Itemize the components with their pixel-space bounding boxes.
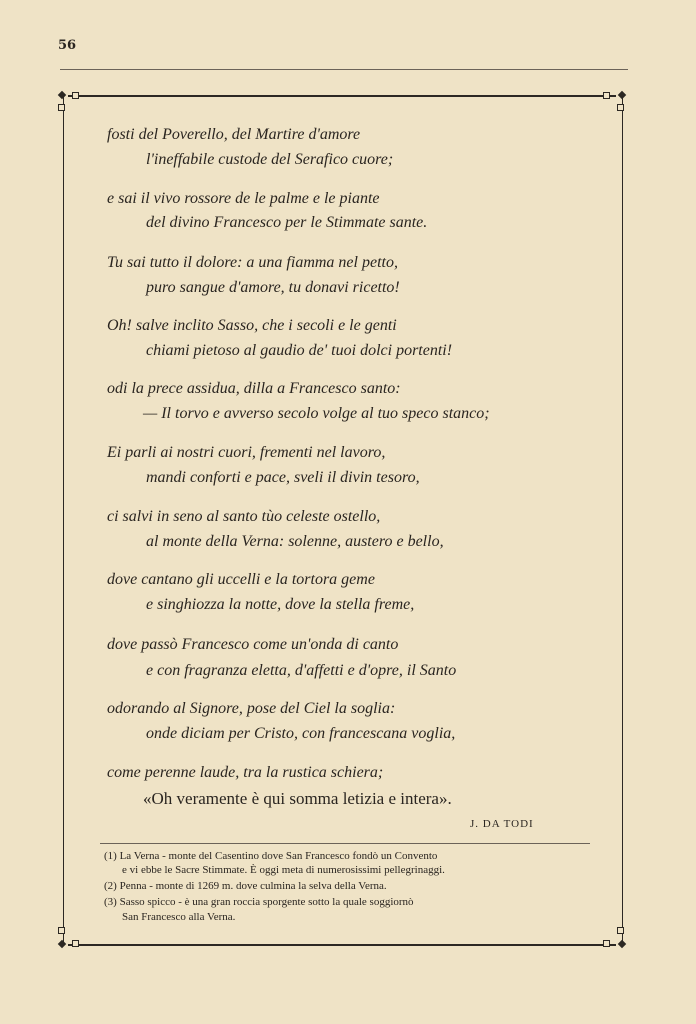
corner-square-icon <box>72 92 79 99</box>
poem-line: odi la prece assidua, dilla a Francesco santo: <box>107 380 401 397</box>
corner-diamond-icon <box>618 940 626 948</box>
poem-line: — Il torvo e avverso secolo volge al tuo speco stanco; <box>143 405 490 422</box>
footnote: (2) Penna - monte di 1269 m. dove culmina la selva della Verna. <box>104 880 387 892</box>
poem-line: puro sangue d'amore, tu donavi ricetto! <box>146 279 400 296</box>
corner-square-icon <box>58 927 65 934</box>
poem-line: dove cantano gli uccelli e la tortora geme <box>107 571 375 588</box>
page-number: 56 <box>58 38 77 53</box>
poem-line: e sai il vivo rossore de le palme e le piante <box>107 190 380 207</box>
author-signature: J. DA TODI <box>470 818 534 830</box>
corner-square-icon <box>617 927 624 934</box>
frame-top-line <box>68 95 616 97</box>
poem-line: onde diciam per Cristo, con francescana voglia, <box>146 725 456 742</box>
poem-line: odorando al Signore, pose del Ciel la soglia: <box>107 700 396 717</box>
header-rule <box>60 69 628 70</box>
footnote-rule <box>100 843 590 844</box>
poem-line: dove passò Francesco come un'onda di canto <box>107 636 399 653</box>
corner-square-icon <box>603 92 610 99</box>
corner-square-icon <box>603 940 610 947</box>
poem-line: l'ineffabile custode del Serafico cuore; <box>146 151 394 168</box>
footnote: e vi ebbe le Sacre Stimmate. È oggi meta di numerosissimi pellegrinaggi. <box>122 864 445 876</box>
poem-line: chiami pietoso al gaudio de' tuoi dolci portenti! <box>146 342 453 359</box>
poem-line: mandi conforti e pace, sveli il divin tesoro, <box>146 469 420 486</box>
poem-line: come perenne laude, tra la rustica schiera; <box>107 764 384 781</box>
footnote: (1) La Verna - monte del Casentino dove San Francesco fondò un Convento <box>104 850 438 862</box>
footnote: (3) Sasso spicco - è una gran roccia sporgente sotto la quale soggiornò <box>104 896 414 908</box>
corner-square-icon <box>58 104 65 111</box>
poem-line: fosti del Poverello, del Martire d'amore <box>107 126 361 143</box>
poem-line: ci salvi in seno al santo tùo celeste ostello, <box>107 508 381 525</box>
poem-line: e con fragranza eletta, d'affetti e d'opre, il Santo <box>146 662 457 679</box>
poem-line: del divino Francesco per le Stimmate sante. <box>146 214 428 231</box>
frame-bottom-line <box>68 944 616 946</box>
poem-line: Tu sai tutto il dolore: a una fiamma nel petto, <box>107 254 398 271</box>
poem-line: al monte della Verna: solenne, austero e bello, <box>146 533 444 550</box>
poem-line: Ei parli ai nostri cuori, frementi nel lavoro, <box>107 444 386 461</box>
corner-square-icon <box>617 104 624 111</box>
poem-line: «Oh veramente è qui somma letizia e intera». <box>143 789 452 808</box>
poem-line: e singhiozza la notte, dove la stella freme, <box>146 596 415 613</box>
poem-line: Oh! salve inclito Sasso, che i secoli e le genti <box>107 317 397 334</box>
corner-square-icon <box>72 940 79 947</box>
footnote: San Francesco alla Verna. <box>122 911 236 923</box>
